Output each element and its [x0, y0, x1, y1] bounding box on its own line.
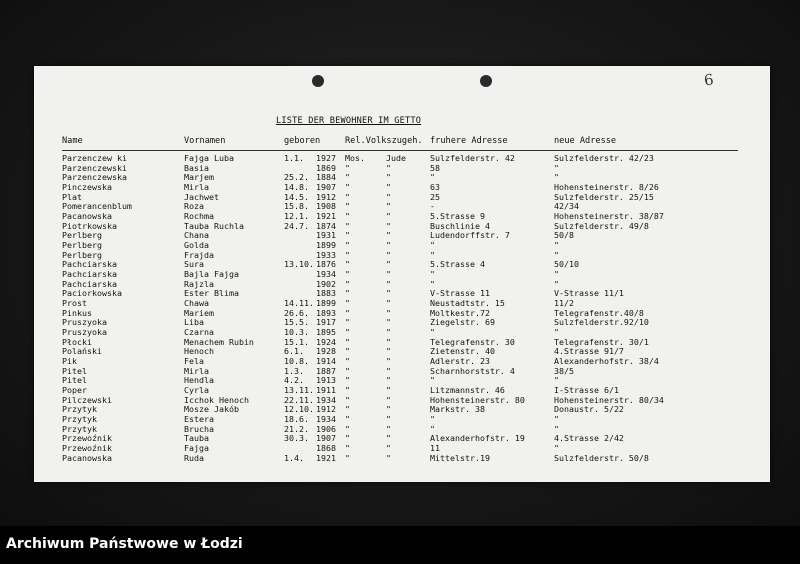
header-geboren: geboren	[284, 136, 321, 146]
cell-vorname: Sura	[184, 259, 204, 270]
cell-religion: "	[345, 288, 350, 299]
cell-birth-year: 1933	[316, 249, 336, 260]
table-row	[34, 164, 770, 174]
cell-birth-date: 1.3.	[284, 365, 304, 376]
cell-religion: "	[345, 394, 350, 405]
cell-name: Parzenczewska	[62, 172, 127, 183]
cell-birth-date: 18.6.	[284, 414, 309, 425]
cell-former-address: Scharnhorststr. 4	[430, 365, 515, 376]
cell-new-address: "	[554, 278, 559, 289]
cell-birth-year: 1907	[316, 433, 336, 444]
table-row	[34, 173, 770, 183]
cell-vorname: Chawa	[184, 298, 209, 309]
cell-vorname: Ruda	[184, 452, 204, 463]
cell-new-address: Sulzfelderstr. 50/8	[554, 452, 649, 463]
cell-former-address: "	[430, 414, 435, 425]
cell-birth-year: 1914	[316, 356, 336, 367]
cell-volkszugehoerigkeit: "	[386, 230, 391, 241]
cell-new-address: "	[554, 327, 559, 338]
cell-name: Pruszyoka	[62, 317, 107, 328]
cell-birth-date: 22.11.	[284, 394, 314, 405]
cell-birth-year: 1921	[316, 211, 336, 222]
cell-volkszugehoerigkeit: "	[386, 220, 391, 231]
cell-birth-year: 1899	[316, 298, 336, 309]
cell-new-address: Sulzfelderstr.92/10	[554, 317, 649, 328]
cell-vorname: Czarna	[184, 327, 214, 338]
cell-religion: "	[345, 336, 350, 347]
cell-name: Pachciarska	[62, 278, 117, 289]
cell-new-address: 4.Strasse 2/42	[554, 433, 624, 444]
cell-new-address: Alexanderhofstr. 38/4	[554, 356, 659, 367]
cell-former-address: Buschlinie 4	[430, 220, 490, 231]
cell-birth-year: 1927	[316, 153, 336, 163]
cell-religion: "	[345, 298, 350, 309]
cell-vorname: Mariem	[184, 307, 214, 318]
cell-name: Przytyk	[62, 414, 97, 425]
cell-vorname: Jachwet	[184, 191, 219, 202]
archive-caption: Archiwum Państwowe w Łodzi	[6, 536, 243, 552]
cell-new-address: 50/10	[554, 259, 579, 270]
cell-volkszugehoerigkeit: "	[386, 385, 391, 396]
cell-former-address: "	[430, 249, 435, 260]
header-rel-volk: Rel.Volkszugeh.	[345, 136, 423, 146]
cell-volkszugehoerigkeit: "	[386, 346, 391, 357]
cell-birth-year: 1908	[316, 201, 336, 212]
cell-vorname: Fajga	[184, 443, 209, 454]
cell-new-address: "	[554, 443, 559, 454]
cell-new-address: Hohensteinerstr. 80/34	[554, 394, 664, 405]
cell-birth-date: 15.8.	[284, 201, 309, 212]
cell-religion: "	[345, 278, 350, 289]
cell-religion: "	[345, 191, 350, 202]
document-title: LISTE DER BEWOHNER IM GETTO	[276, 116, 422, 126]
cell-birth-year: 1893	[316, 307, 336, 318]
cell-vorname: Mosze Jakób	[184, 404, 239, 415]
cell-religion: "	[345, 356, 350, 367]
cell-religion: "	[345, 220, 350, 231]
cell-volkszugehoerigkeit: "	[386, 211, 391, 222]
table-row	[34, 367, 770, 377]
cell-volkszugehoerigkeit: "	[386, 443, 391, 454]
cell-religion: "	[345, 259, 350, 270]
cell-birth-year: 1899	[316, 240, 336, 251]
cell-religion: "	[345, 375, 350, 386]
cell-volkszugehoerigkeit: "	[386, 240, 391, 251]
cell-name: Pilczewski	[62, 394, 112, 405]
cell-former-address: Mittelstr.19	[430, 452, 490, 463]
cell-volkszugehoerigkeit: "	[386, 278, 391, 289]
table-row	[34, 376, 770, 386]
cell-vorname: Rochma	[184, 211, 214, 222]
cell-vorname: Tauba	[184, 433, 209, 444]
cell-volkszugehoerigkeit: "	[386, 298, 391, 309]
cell-birth-date: 21.2.	[284, 423, 309, 434]
cell-name: Przewoźnik	[62, 433, 112, 444]
cell-new-address: I-Strasse 6/1	[554, 385, 619, 396]
cell-new-address: Telegrafenstr.40/8	[554, 307, 644, 318]
table-row	[34, 396, 770, 406]
cell-vorname: Roza	[184, 201, 204, 212]
table-row	[34, 260, 770, 270]
cell-name: Pitel	[62, 365, 87, 376]
table-row	[34, 318, 770, 328]
cell-religion: "	[345, 452, 350, 463]
cell-former-address: Ludendorffstr. 7	[430, 230, 510, 241]
cell-former-address: Zietenstr. 40	[430, 346, 495, 357]
cell-religion: "	[345, 327, 350, 338]
cell-birth-year: 1924	[316, 336, 336, 347]
cell-new-address: Donaustr. 5/22	[554, 404, 624, 415]
cell-religion: "	[345, 365, 350, 376]
cell-birth-date: 1.1.	[284, 153, 304, 163]
table-row	[34, 338, 770, 348]
cell-former-address: "	[430, 240, 435, 251]
cell-birth-date: 25.2.	[284, 172, 309, 183]
cell-former-address: Ziegelstr. 69	[430, 317, 495, 328]
cell-new-address: 50/8	[554, 230, 574, 241]
punch-hole	[312, 75, 324, 87]
cell-birth-year: 1917	[316, 317, 336, 328]
cell-former-address: "	[430, 375, 435, 386]
cell-volkszugehoerigkeit: Jude	[386, 153, 406, 163]
cell-vorname: Fajga Luba	[184, 153, 234, 163]
cell-volkszugehoerigkeit: "	[386, 249, 391, 260]
cell-former-address: 11	[430, 443, 440, 454]
cell-former-address: -	[430, 201, 435, 212]
cell-name: Przytyk	[62, 404, 97, 415]
cell-birth-date: 10.8.	[284, 356, 309, 367]
cell-birth-year: 1934	[316, 269, 336, 280]
cell-birth-date: 1.4.	[284, 452, 304, 463]
cell-new-address: Hohensteinerstr. 8/26	[554, 182, 659, 193]
cell-religion: "	[345, 249, 350, 260]
table-row	[34, 241, 770, 251]
cell-birth-year: 1913	[316, 375, 336, 386]
cell-new-address: V-Strasse 11/1	[554, 288, 624, 299]
table-row	[34, 299, 770, 309]
cell-new-address: "	[554, 172, 559, 183]
cell-volkszugehoerigkeit: "	[386, 452, 391, 463]
cell-vorname: Icchok Henoch	[184, 394, 249, 405]
cell-birth-year: 1902	[316, 278, 336, 289]
cell-volkszugehoerigkeit: "	[386, 423, 391, 434]
cell-religion: "	[345, 240, 350, 251]
cell-name: Parzenczewski	[62, 162, 127, 173]
cell-birth-year: 1869	[316, 162, 336, 173]
cell-religion: "	[345, 404, 350, 415]
cell-vorname: Cyrla	[184, 385, 209, 396]
cell-name: Przytyk	[62, 423, 97, 434]
cell-new-address: Hohensteinerstr. 38/87	[554, 211, 664, 222]
cell-volkszugehoerigkeit: "	[386, 317, 391, 328]
cell-former-address: 58	[430, 162, 440, 173]
cell-birth-date: 12.1.	[284, 211, 309, 222]
cell-vorname: Rajzla	[184, 278, 214, 289]
table-row	[34, 280, 770, 290]
cell-new-address: Sulzfelderstr. 42/23	[554, 153, 654, 163]
cell-volkszugehoerigkeit: "	[386, 288, 391, 299]
cell-religion: "	[345, 269, 350, 280]
cell-name: Paciorkowska	[62, 288, 122, 299]
cell-birth-date: 4.2.	[284, 375, 304, 386]
cell-former-address: "	[430, 172, 435, 183]
cell-religion: "	[345, 201, 350, 212]
cell-volkszugehoerigkeit: "	[386, 365, 391, 376]
cell-birth-date: 10.3.	[284, 327, 309, 338]
cell-volkszugehoerigkeit: "	[386, 404, 391, 415]
cell-name: Piotrkowska	[62, 220, 117, 231]
cell-former-address: Telegrafenstr. 30	[430, 336, 515, 347]
cell-new-address: 11/2	[554, 298, 574, 309]
cell-birth-year: 1928	[316, 346, 336, 357]
table-row	[34, 454, 770, 464]
cell-birth-date: 14.5.	[284, 191, 309, 202]
cell-religion: "	[345, 385, 350, 396]
cell-religion: "	[345, 443, 350, 454]
cell-volkszugehoerigkeit: "	[386, 307, 391, 318]
cell-name: Pinczewska	[62, 182, 112, 193]
cell-name: Pik	[62, 356, 77, 367]
cell-birth-year: 1884	[316, 172, 336, 183]
cell-religion: "	[345, 211, 350, 222]
cell-birth-year: 1868	[316, 443, 336, 454]
cell-birth-year: 1906	[316, 423, 336, 434]
table-row	[34, 289, 770, 299]
cell-vorname: Golda	[184, 240, 209, 251]
header-neue-adresse: neue Adresse	[554, 136, 617, 146]
cell-religion: "	[345, 307, 350, 318]
cell-religion: Mos.	[345, 153, 365, 163]
cell-new-address: "	[554, 162, 559, 173]
cell-name: Parzenczew ki	[62, 153, 127, 163]
cell-religion: "	[345, 423, 350, 434]
cell-new-address: "	[554, 423, 559, 434]
cell-former-address: "	[430, 269, 435, 280]
table-row	[34, 193, 770, 203]
cell-birth-date: 6.1.	[284, 346, 304, 357]
cell-former-address: Moltkestr.72	[430, 307, 490, 318]
cell-new-address: "	[554, 269, 559, 280]
cell-vorname: Mirla	[184, 182, 209, 193]
cell-vorname: Estera	[184, 414, 214, 425]
cell-volkszugehoerigkeit: "	[386, 394, 391, 405]
table-row	[34, 444, 770, 454]
table-row	[34, 434, 770, 444]
table-row	[34, 415, 770, 425]
cell-volkszugehoerigkeit: "	[386, 269, 391, 280]
cell-former-address: 25	[430, 191, 440, 202]
cell-former-address: V-Strasse 11	[430, 288, 490, 299]
table-row	[34, 183, 770, 193]
cell-vorname: Tauba Ruchla	[184, 220, 244, 231]
cell-religion: "	[345, 346, 350, 357]
cell-religion: "	[345, 182, 350, 193]
cell-new-address: "	[554, 249, 559, 260]
cell-former-address: "	[430, 327, 435, 338]
cell-new-address: "	[554, 375, 559, 386]
archive-footer	[0, 526, 800, 564]
cell-vorname: Marjem	[184, 172, 214, 183]
header-rule	[62, 150, 738, 151]
cell-birth-date: 30.3.	[284, 433, 309, 444]
cell-birth-year: 1931	[316, 230, 336, 241]
cell-new-address: Sulzfelderstr. 49/8	[554, 220, 649, 231]
cell-name: Prost	[62, 298, 87, 309]
cell-volkszugehoerigkeit: "	[386, 327, 391, 338]
cell-vorname: Henoch	[184, 346, 214, 357]
cell-name: Pacanowska	[62, 211, 112, 222]
cell-religion: "	[345, 433, 350, 444]
cell-vorname: Mirla	[184, 365, 209, 376]
cell-birth-year: 1887	[316, 365, 336, 376]
cell-name: Pachciarska	[62, 269, 117, 280]
cell-new-address: "	[554, 240, 559, 251]
cell-vorname: Frajda	[184, 249, 214, 260]
cell-birth-year: 1874	[316, 220, 336, 231]
cell-name: Perlberg	[62, 240, 102, 251]
cell-name: Płocki	[62, 336, 92, 347]
cell-new-address: 42/34	[554, 201, 579, 212]
cell-volkszugehoerigkeit: "	[386, 162, 391, 173]
cell-birth-year: 1934	[316, 414, 336, 425]
cell-former-address: 5.Strasse 9	[430, 211, 485, 222]
cell-name: Pinkus	[62, 307, 92, 318]
cell-birth-date: 14.8.	[284, 182, 309, 193]
cell-vorname: Ester Blima	[184, 288, 239, 299]
cell-birth-year: 1895	[316, 327, 336, 338]
cell-volkszugehoerigkeit: "	[386, 172, 391, 183]
cell-name: Przewoźnik	[62, 443, 112, 454]
cell-former-address: 63	[430, 182, 440, 193]
cell-vorname: Liba	[184, 317, 204, 328]
cell-former-address: Adlerstr. 23	[430, 356, 490, 367]
cell-vorname: Hendla	[184, 375, 214, 386]
cell-birth-date: 15.5.	[284, 317, 309, 328]
cell-former-address: "	[430, 278, 435, 289]
cell-name: Pachciarska	[62, 259, 117, 270]
cell-birth-date: 24.7.	[284, 220, 309, 231]
table-row	[34, 357, 770, 367]
cell-former-address: Hohensteinerstr. 80	[430, 394, 525, 405]
cell-birth-date: 12.10.	[284, 404, 314, 415]
cell-volkszugehoerigkeit: "	[386, 182, 391, 193]
table-row	[34, 328, 770, 338]
cell-vorname: Basia	[184, 162, 209, 173]
cell-new-address: "	[554, 414, 559, 425]
cell-name: Pruszyoka	[62, 327, 107, 338]
cell-religion: "	[345, 172, 350, 183]
cell-new-address: 38/5	[554, 365, 574, 376]
cell-birth-year: 1921	[316, 452, 336, 463]
table-row	[34, 309, 770, 319]
cell-former-address: Neustadtstr. 15	[430, 298, 505, 309]
document-page	[34, 66, 770, 482]
cell-birth-year: 1883	[316, 288, 336, 299]
resident-table	[34, 154, 770, 464]
table-row	[34, 231, 770, 241]
cell-name: Polański	[62, 346, 102, 357]
table-row	[34, 270, 770, 280]
cell-volkszugehoerigkeit: "	[386, 356, 391, 367]
cell-religion: "	[345, 162, 350, 173]
cell-birth-date: 14.11.	[284, 298, 314, 309]
cell-new-address: Telegrafenstr. 30/1	[554, 336, 649, 347]
cell-former-address: 5.Strasse 4	[430, 259, 485, 270]
table-row	[34, 251, 770, 261]
cell-name: Perlberg	[62, 230, 102, 241]
cell-birth-year: 1907	[316, 182, 336, 193]
cell-volkszugehoerigkeit: "	[386, 414, 391, 425]
header-fruhere-adresse: fruhere Adresse	[430, 136, 508, 146]
cell-name: Pacanowska	[62, 452, 112, 463]
cell-birth-year: 1912	[316, 191, 336, 202]
cell-birth-date: 13.10.	[284, 259, 314, 270]
cell-volkszugehoerigkeit: "	[386, 336, 391, 347]
cell-religion: "	[345, 317, 350, 328]
cell-name: Plat	[62, 191, 82, 202]
table-row	[34, 222, 770, 232]
cell-former-address: Litzmannstr. 46	[430, 385, 505, 396]
cell-vorname: Chana	[184, 230, 209, 241]
cell-volkszugehoerigkeit: "	[386, 191, 391, 202]
cell-vorname: Menachem Rubin	[184, 336, 254, 347]
cell-name: Pitel	[62, 375, 87, 386]
cell-birth-date: 26.6.	[284, 307, 309, 318]
header-name: Name	[62, 136, 83, 146]
cell-former-address: Sulzfelderstr. 42	[430, 153, 515, 163]
cell-former-address: "	[430, 423, 435, 434]
cell-name: Pomerancenblum	[62, 201, 132, 212]
cell-name: Poper	[62, 385, 87, 396]
cell-vorname: Bajla Fajga	[184, 269, 239, 280]
page-number: 6	[702, 70, 715, 90]
cell-vorname: Fela	[184, 356, 204, 367]
cell-new-address: 4.Strasse 91/7	[554, 346, 624, 357]
cell-birth-year: 1911	[316, 385, 336, 396]
table-row	[34, 425, 770, 435]
cell-religion: "	[345, 414, 350, 425]
table-row	[34, 347, 770, 357]
cell-birth-date: 15.1.	[284, 336, 309, 347]
cell-volkszugehoerigkeit: "	[386, 375, 391, 386]
cell-vorname: Brucha	[184, 423, 214, 434]
punch-hole	[480, 75, 492, 87]
header-vorname: Vornamen	[184, 136, 226, 146]
cell-new-address: Sulzfelderstr. 25/15	[554, 191, 654, 202]
cell-former-address: Alexanderhofstr. 19	[430, 433, 525, 444]
cell-volkszugehoerigkeit: "	[386, 259, 391, 270]
table-row	[34, 154, 770, 164]
cell-name: Perlberg	[62, 249, 102, 260]
cell-birth-year: 1876	[316, 259, 336, 270]
cell-former-address: Markstr. 38	[430, 404, 485, 415]
cell-religion: "	[345, 230, 350, 241]
cell-birth-date: 13.11.	[284, 385, 314, 396]
cell-birth-year: 1912	[316, 404, 336, 415]
cell-volkszugehoerigkeit: "	[386, 433, 391, 444]
table-row	[34, 212, 770, 222]
cell-volkszugehoerigkeit: "	[386, 201, 391, 212]
table-row	[34, 405, 770, 415]
cell-birth-year: 1934	[316, 394, 336, 405]
